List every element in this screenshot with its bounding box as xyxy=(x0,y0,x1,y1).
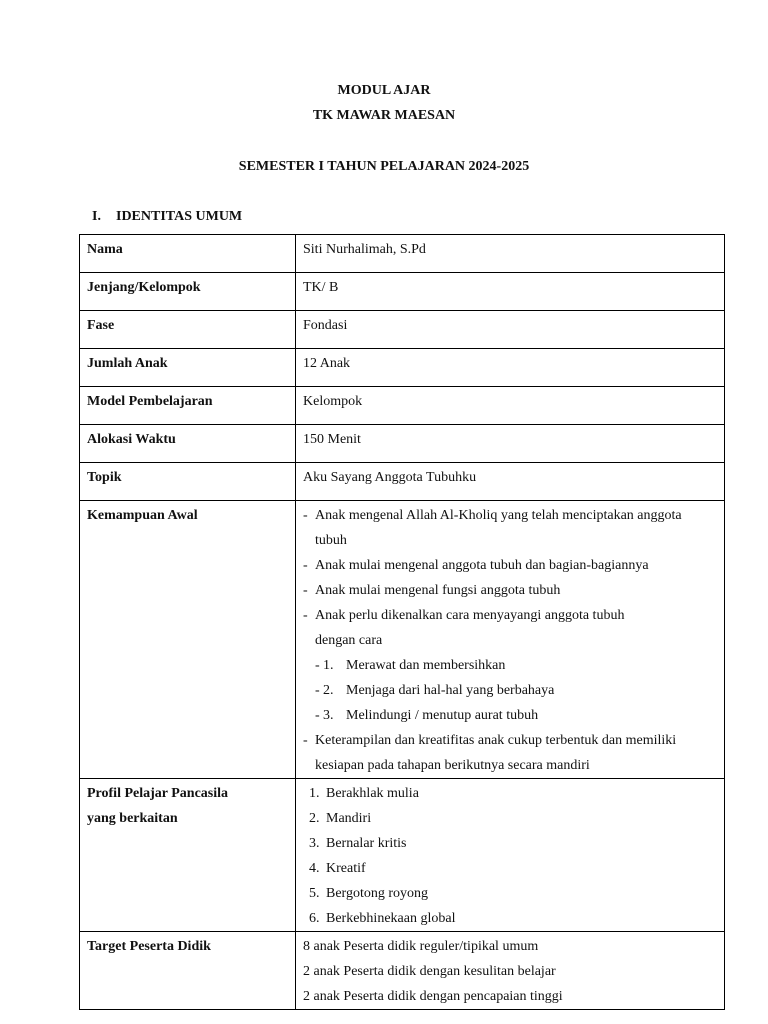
row-label-line: yang berkaitan xyxy=(87,811,178,826)
table-row xyxy=(80,235,725,273)
row-label: Topik xyxy=(80,463,296,501)
list-item-text: Berkebhinekaan global xyxy=(326,911,456,926)
school-name: TK MAWAR MAESAN xyxy=(312,108,456,123)
row-value: Siti Nurhalimah, S.Pd xyxy=(296,235,725,273)
row-label xyxy=(80,779,296,932)
target-line: 8 anak Peserta didik reguler/tipikal umum xyxy=(303,939,539,954)
list-item-text: Bergotong royong xyxy=(326,886,429,901)
row-label: Fase xyxy=(80,311,296,349)
table-row-profil-pelajar xyxy=(80,779,725,932)
list-item xyxy=(303,906,718,931)
list-item-text: - Anak perlu dikenalkan cara menyayangi anggota tubuh xyxy=(315,608,625,623)
list-item-text: Berakhlak mulia xyxy=(326,786,419,801)
target-line: 2 anak Peserta didik dengan kesulitan belajar xyxy=(303,964,556,979)
list-item xyxy=(303,553,718,578)
kemampuan-list xyxy=(303,503,718,778)
list-item-text: Anak mulai mengenal fungsi anggota tubuh xyxy=(315,583,561,598)
list-item-text: Mandiri xyxy=(326,811,372,826)
list-item xyxy=(303,728,718,778)
row-label: Nama xyxy=(80,235,296,273)
row-label: Model Pembelajaran xyxy=(80,387,296,425)
sub-item-text: Melindungi / menutup aurat tubuh xyxy=(346,708,539,723)
item-number: 2. xyxy=(309,811,320,826)
section-title: IDENTITAS UMUM xyxy=(116,209,243,224)
table-row xyxy=(80,311,725,349)
row-label: Target Peserta Didik xyxy=(80,932,296,1010)
list-item-text: kesiapan pada tahapan berikutnya secara mandiri xyxy=(315,758,590,773)
target-content xyxy=(296,932,725,1010)
semester-heading: SEMESTER I TAHUN PELAJARAN 2024-2025 xyxy=(238,159,530,174)
target-line: 2 anak Peserta didik dengan pencapaian tinggi xyxy=(303,989,563,1004)
list-item-text: - Keterampilan dan kreatifitas anak cukup terbentuk dan memiliki xyxy=(315,733,677,748)
item-number: 2. xyxy=(323,683,334,698)
identity-table xyxy=(79,234,725,1010)
item-number: 4. xyxy=(309,861,320,876)
row-value: Aku Sayang Anggota Tubuhku xyxy=(296,463,725,501)
list-item xyxy=(303,806,718,831)
row-label: Jenjang/Kelompok xyxy=(80,273,296,311)
row-value: TK/ B xyxy=(296,273,725,311)
list-item xyxy=(303,603,718,728)
profil-content xyxy=(296,779,725,932)
table-row xyxy=(80,273,725,311)
table-row xyxy=(80,463,725,501)
row-label-line: Profil Pelajar Pancasila xyxy=(87,786,229,801)
section-number: I. xyxy=(92,209,101,224)
table-row xyxy=(80,425,725,463)
list-item xyxy=(303,578,718,603)
row-label: Jumlah Anak xyxy=(80,349,296,387)
item-number: 6. xyxy=(309,911,320,926)
sub-list-item xyxy=(315,653,718,678)
list-item-text: Bernalar kritis xyxy=(326,836,407,851)
list-item xyxy=(303,856,718,881)
list-item xyxy=(303,831,718,856)
row-value: Fondasi xyxy=(296,311,725,349)
table-row-kemampuan-awal xyxy=(80,501,725,779)
table-row xyxy=(80,387,725,425)
row-label: Kemampuan Awal xyxy=(80,501,296,779)
list-item-text: tubuh xyxy=(315,533,347,548)
row-value: Kelompok xyxy=(296,387,725,425)
section-heading xyxy=(92,209,242,225)
row-label: Alokasi Waktu xyxy=(80,425,296,463)
sub-list xyxy=(315,653,718,728)
item-number: 1. xyxy=(309,786,320,801)
list-item xyxy=(303,503,718,553)
kemampuan-awal-content xyxy=(296,501,725,779)
list-item-text: dengan cara xyxy=(315,633,383,648)
table-row xyxy=(80,349,725,387)
item-number: 3. xyxy=(309,836,320,851)
sub-list-item xyxy=(315,678,718,703)
list-item-text: - Anak mengenal Allah Al-Kholiq yang telah menciptakan anggota xyxy=(315,508,682,523)
sub-item-text: Merawat dan membersihkan xyxy=(346,658,506,673)
sub-item-text: Menjaga dari hal-hal yang berbahaya xyxy=(346,683,555,698)
list-item-text: Kreatif xyxy=(326,861,366,876)
item-number: 1. xyxy=(323,658,334,673)
item-number: 5. xyxy=(309,886,320,901)
document-title: MODUL AJAR xyxy=(337,83,431,98)
row-value: 150 Menit xyxy=(296,425,725,463)
list-item-text: Anak mulai mengenal anggota tubuh dan bagian-bagiannya xyxy=(315,558,649,573)
sub-list-item xyxy=(315,703,718,728)
item-number: 3. xyxy=(323,708,334,723)
profil-list xyxy=(303,781,718,931)
list-item xyxy=(303,781,718,806)
table-row-target-peserta xyxy=(80,932,725,1010)
list-item xyxy=(303,881,718,906)
row-value: 12 Anak xyxy=(296,349,725,387)
